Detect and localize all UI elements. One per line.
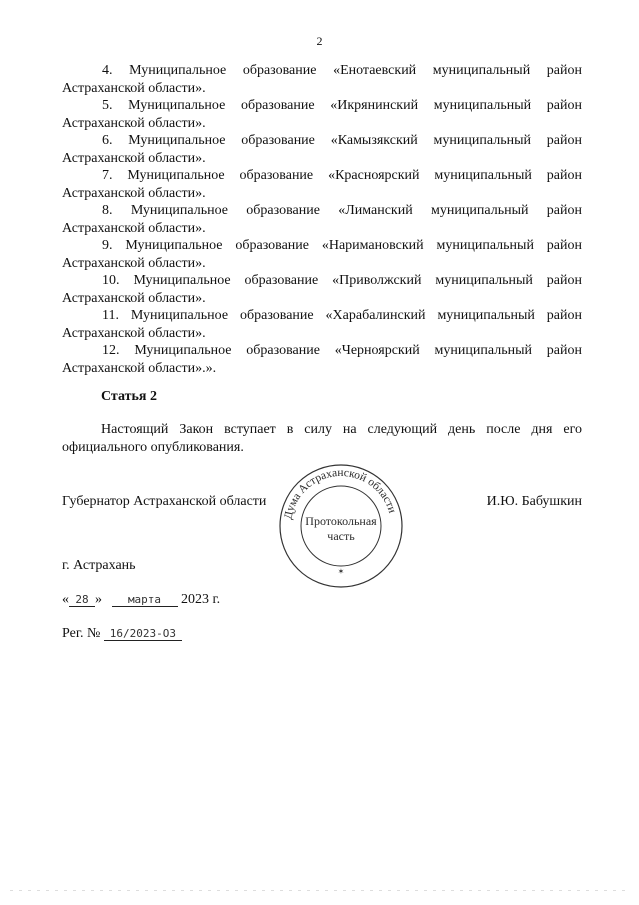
date-month: марта xyxy=(112,593,178,607)
list-item: 11. Муниципальное образование «Харабалинский муниципальный район Астраханской области». xyxy=(62,308,582,341)
list-item: 6. Муниципальное образование «Камызякский муниципальный район Астраханской области». xyxy=(62,133,582,166)
registration-number xyxy=(62,626,182,642)
scan-edge-noise xyxy=(10,890,629,891)
article-title: Статья 2 xyxy=(101,389,157,404)
list-item: 7. Муниципальное образование «Красноярский муниципальный район Астраханской области». xyxy=(62,168,582,201)
date-day: 28 xyxy=(69,593,95,607)
signatory-title: Губернатор Астраханской области xyxy=(62,494,267,509)
svg-text:✶: ✶ xyxy=(337,567,345,576)
signing-date xyxy=(62,592,220,608)
list-item: 10. Муниципальное образование «Приволжский муниципальный район Астраханской области». xyxy=(62,273,582,306)
city: г. Астрахань xyxy=(62,558,136,573)
list-item: 12. Муниципальное образование «Черноярский муниципальный район Астраханской области».». xyxy=(62,343,582,376)
page-number: 2 xyxy=(316,34,323,48)
municipal-list xyxy=(62,62,582,377)
list-item: 4. Муниципальное образование «Енотаевский муниципальный район Астраханской области». xyxy=(62,63,582,96)
article-body: Настоящий Закон вступает в силу на следующий день после дня его официального опубликования. xyxy=(62,422,582,455)
seal-stamp xyxy=(278,463,404,589)
seal-inner-line1: Протокольная xyxy=(305,514,377,528)
seal-outer-text: Дума Астраханской области xyxy=(282,466,399,521)
date-year: 2023 г. xyxy=(181,592,221,607)
list-item: 9. Муниципальное образование «Наримановский муниципальный район Астраханской области». xyxy=(62,238,582,271)
list-item: 5. Муниципальное образование «Икрянинский муниципальный район Астраханской области». xyxy=(62,98,582,131)
signatory-name: И.Ю. Бабушкин xyxy=(486,494,582,509)
date-open-quote: « xyxy=(62,592,69,607)
seal-inner-line2: часть xyxy=(327,529,355,543)
date-close-quote: » xyxy=(95,592,102,607)
list-item: 8. Муниципальное образование «Лиманский муниципальный район Астраханской области». xyxy=(62,203,582,236)
registration-value: 16/2023-ОЗ xyxy=(104,627,182,641)
registration-label: Рег. № xyxy=(62,626,101,641)
